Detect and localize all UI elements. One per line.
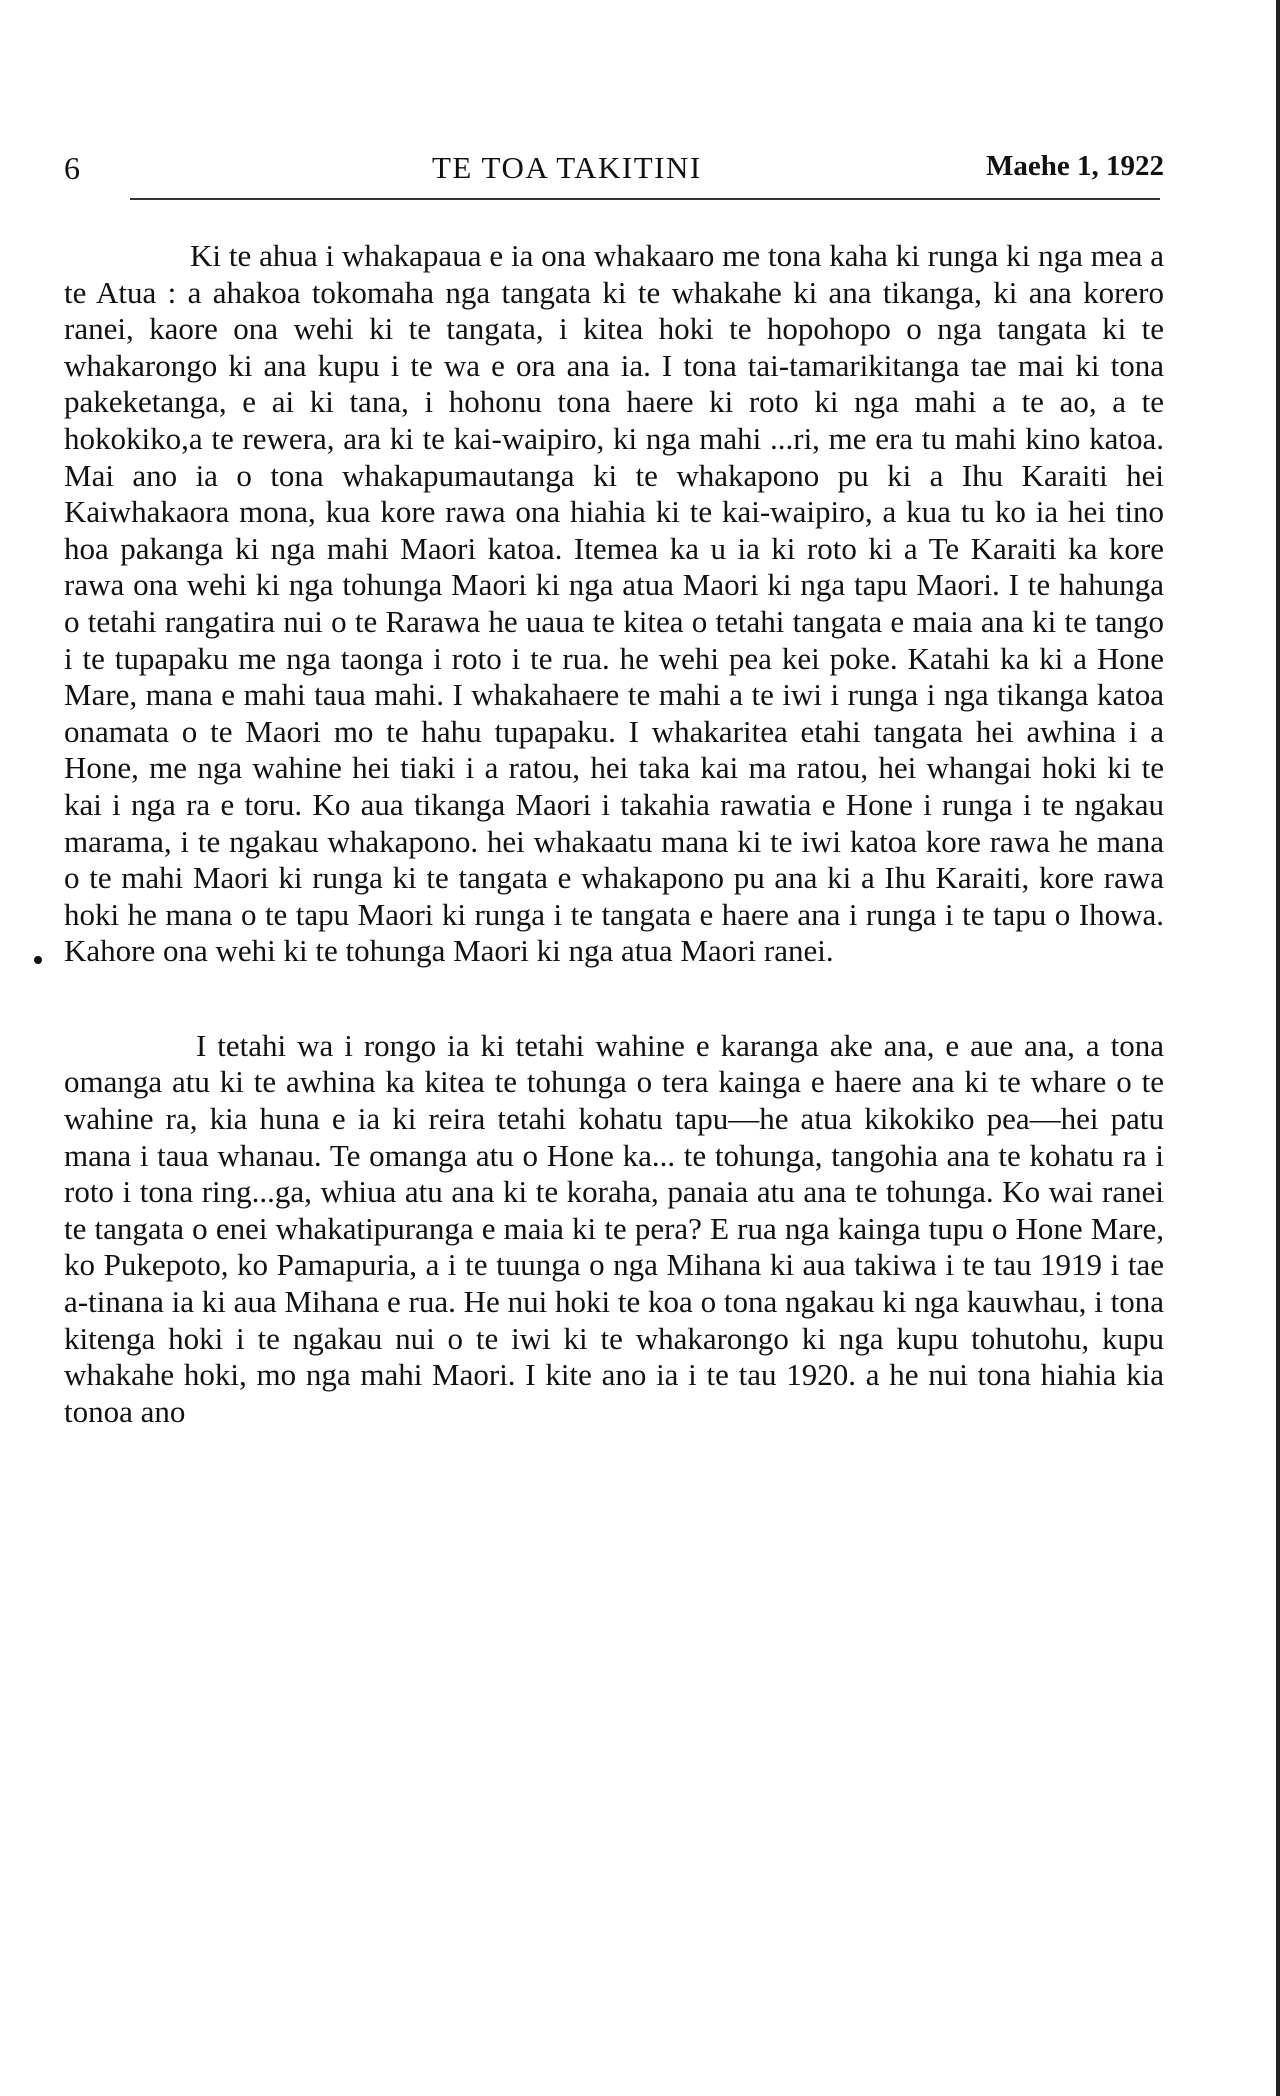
article-body (64, 238, 1164, 1430)
running-title: TE TOA TAKITINI (432, 150, 702, 185)
page-number: 6 (64, 150, 80, 186)
margin-bullet-mark (34, 956, 42, 964)
printed-page (64, 0, 1164, 2096)
scan-edge-line (1276, 0, 1280, 2096)
paragraph-1: Ki te ahua i whakapaua e ia ona whakaaro me tona kaha ki runga ki nga mea a te Atua : a ahakoa tokomaha nga tangata ki te whakahe ki ana tikanga, ki ana korero ranei, kaore ona wehi ki te tangata, i kitea hoki te hopohopo o nga tangata ki te whakarongo ki ana kupu i te wa e ora ana ia. I tona tai-tamarikitanga tae mai ki tona pakeketanga, e ai ki tana, i hohonu tona haere ki roto ki nga mahi a te ao, a te hokokiko,a te rewera, ara ki te kai-waipiro, ki nga mahi ...ri, me era tu mahi kino katoa. Mai ano ia o tona whakapumautanga ki te whakapono pu ki a Ihu Karaiti hei Kaiwhakaora mona, kua kore rawa ona hiahia ki te kai-waipiro, a kua tu ko ia hei tino hoa pakanga ki nga mahi Maori katoa. Itemea ka u ia ki roto ki a Te Karaiti ka kore rawa ona wehi ki nga tohunga Maori ki nga atua Maori ki nga tapu Maori. I te hahunga o tetahi rangatira nui o te Rarawa he uaua te kitea o tetahi tangata e maia ana ki te tango i te tupapaku me nga taonga i roto i te rua. he wehi pea kei poke. Katahi ka ki a Hone Mare, mana e mahi taua mahi. I whakahaere te mahi a te iwi i runga i nga tikanga katoa onamata o te Maori mo te hahu tupapaku. I whakaritea etahi tangata hei awhina i a Hone, me nga wahine hei tiaki i a ratou, hei taka kai ma ratou, hei whangai hoki ki te kai i nga ra e toru. Ko aua tikanga Maori i takahia rawatia e Hone i runga i te ngakau marama, i te ngakau whakapono. hei whakaatu mana ki te iwi katoa kore rawa he mana o te mahi Maori ki runga ki te tangata e whakapono pu ana ki a Ihu Karaiti, kore rawa hoki he mana o te tapu Maori ki runga i te tangata e haere ana i runga i te tapu o Ihowa. Kahore ona wehi ki te tohunga Maori ki nga atua Maori ranei. (64, 238, 1164, 969)
page-header (64, 150, 1164, 190)
issue-date: Maehe 1, 1922 (986, 150, 1164, 182)
paragraph-2: I tetahi wa i rongo ia ki tetahi wahine e karanga ake ana, e aue ana, a tona omanga atu ki te awhina ka kitea te tohunga o tera kainga e haere ana ki te whare o te wahine ra, kia huna e ia ki reira tetahi kohatu tapu—he atua kikokiko pea—hei patu mana i taua whanau. Te omanga atu o Hone ka... te tohunga, tangohia ana te kohatu ra i roto i tona ring...ga, whiua atu ana ki te koraha, panaia atu ana te tohunga. Ko wai ranei te tangata o enei whakatipuranga e maia ki te pera? E rua nga kainga tupu o Hone Mare, ko Pukepoto, ko Pamapuria, a i te tuunga o nga Mihana ki aua takiwa i te tau 1919 i tae a-tinana ia ki aua Mihana e rua. He nui hoki te koa o tona ngakau ki nga kauwhau, i tona kitenga hoki i te ngakau nui o te iwi ki te whakarongo ki nga kupu tohutohu, kupu whakahe hoki, mo nga mahi Maori. I kite ano ia i te tau 1920. a he nui tona hiahia kia tonoa ano (64, 1027, 1164, 1429)
header-rule (130, 198, 1160, 200)
